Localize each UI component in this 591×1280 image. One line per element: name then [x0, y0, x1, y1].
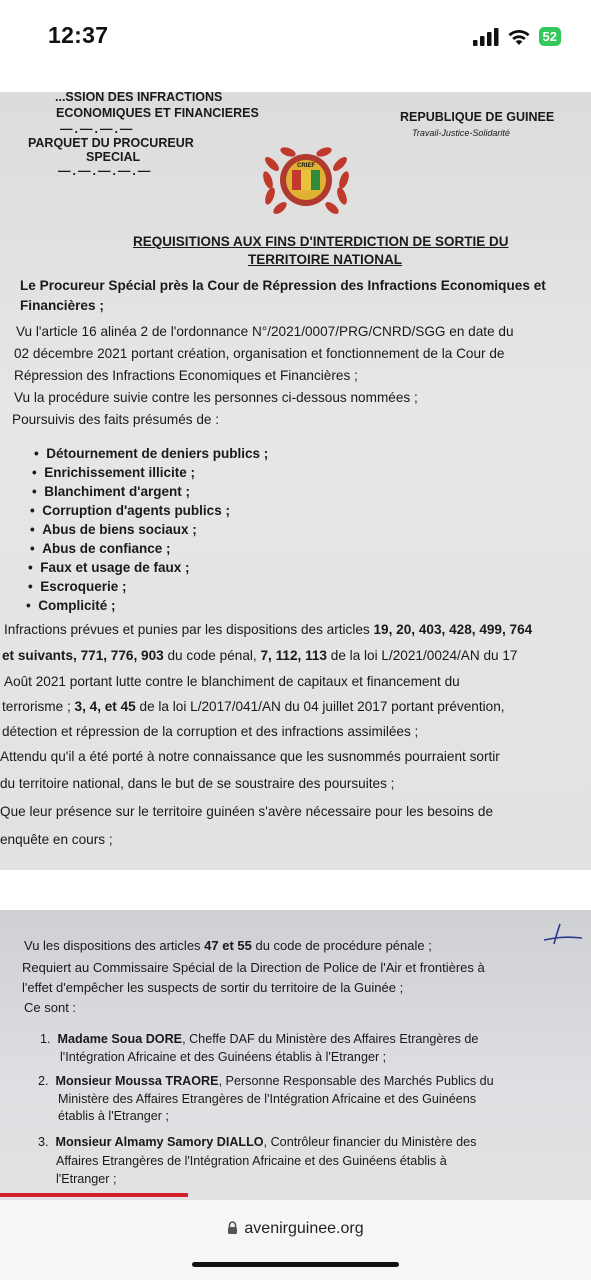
document-scan-page-2	[0, 910, 591, 1200]
charge-item: • Corruption d'agents publics ;	[30, 503, 230, 518]
person-2-line3: établis à l'Etranger ;	[58, 1109, 169, 1123]
url-display[interactable]	[0, 1220, 591, 1238]
charge-item: • Enrichissement illicite ;	[32, 465, 196, 480]
header-left-line3: PARQUET DU PROCUREUR	[28, 136, 194, 150]
person-1-line1: 1. Madame Soua DORE, Cheffe DAF du Ministère des Affaires Etrangères de	[40, 1032, 479, 1046]
infractions-line5: détection et répression de la corruption et des infractions assimilées ;	[2, 724, 419, 739]
charge-item: • Escroquerie ;	[28, 579, 127, 594]
person-2-line2: Ministère des Affaires Etrangères de l'Intégration Africaine et des Guinéens	[58, 1092, 477, 1106]
p2-requiert-line1: Requiert au Commissaire Spécial de la Direction de Police de l'Air et frontières à	[22, 960, 485, 975]
header-left-line1: ...SSION DES INFRACTIONS	[55, 92, 223, 104]
infractions-line3: Août 2021 portant lutte contre le blanchiment de capitaux et financement du	[4, 674, 460, 689]
lock-icon	[227, 1221, 238, 1234]
signal-icon	[473, 28, 499, 46]
charge-item: • Blanchiment d'argent ;	[32, 484, 190, 499]
vu-article-line2: 02 décembre 2021 portant création, organisation et fonctionnement de la Cour de	[14, 346, 505, 361]
infractions-line1: Infractions prévues et punies par les dispositions des articles 19, 20, 403, 428, 499, 764	[4, 622, 533, 637]
p2-vu-dispositions: Vu les dispositions des articles 47 et 55 du code de procédure pénale ;	[24, 938, 432, 953]
p2-requiert-line2: l'effet d'empêcher les suspects de sortir du territoire de la Guinée ;	[22, 980, 404, 995]
intro-line1: Le Procureur Spécial près la Cour de Répression des Infractions Economiques et	[20, 278, 546, 293]
vu-article-line1: Vu l'article 16 alinéa 2 de l'ordonnance N°/2021/0007/PRG/CNRD/SGG en date du	[16, 324, 514, 339]
que-line2: enquête en cours ;	[0, 832, 113, 847]
battery-indicator: 52	[539, 27, 561, 46]
crief-seal-emblem	[258, 140, 354, 220]
intro-line2: Financières ;	[20, 298, 104, 313]
poursuivis-line: Poursuivis des faits présumés de :	[12, 412, 220, 427]
seal-label: CRIEF	[297, 163, 315, 169]
status-icons	[473, 27, 561, 46]
attendu-line1: Attendu qu'il a été porté à notre connaissance que les susnommés pourraient sortir	[0, 749, 500, 764]
person-3-line1: 3. Monsieur Almamy Samory DIALLO, Contrôleur financier du Ministère des	[38, 1135, 477, 1149]
charge-item: • Complicité ;	[26, 598, 116, 613]
header-left-line2: ECONOMIQUES ET FINANCIERES	[56, 106, 259, 120]
person-1-line2: l'Intégration Africaine et des Guinéens établis à l'Etranger ;	[60, 1050, 387, 1064]
charge-item: • Abus de confiance ;	[30, 541, 171, 556]
header-left-line4: SPECIAL	[86, 150, 141, 164]
header-right-motto: Travail-Justice-Solidarité	[412, 128, 510, 138]
home-indicator[interactable]	[192, 1262, 399, 1267]
infractions-line2: et suivants, 771, 776, 903 du code pénal, 7, 112, 113 de la loi L/2021/0024/AN du 17	[2, 648, 518, 663]
header-divider-2: —.—.—.—.—	[58, 164, 153, 178]
infractions-line4: terrorisme ; 3, 4, et 45 de la loi L/2017/041/AN du 04 juillet 2017 portant prévention,	[2, 699, 505, 714]
charge-item: • Faux et usage de faux ;	[28, 560, 190, 575]
status-bar	[0, 0, 591, 80]
header-divider: —.—.—.—	[60, 122, 135, 136]
que-line1: Que leur présence sur le territoire guinéen s'avère nécessaire pour les besoins de	[0, 804, 493, 819]
vu-article-line3: Répression des Infractions Economiques et Financières ;	[14, 368, 358, 383]
person-2-line1: 2. Monsieur Moussa TRAORE, Personne Responsable des Marchés Publics du	[38, 1074, 494, 1088]
wifi-icon	[507, 28, 531, 46]
doc-title-line1: REQUISITIONS AUX FINS D'INTERDICTION DE SORTIE DU	[133, 234, 509, 249]
document-scan-page-1	[0, 92, 591, 870]
doc-title-line2: TERRITOIRE NATIONAL	[248, 252, 402, 267]
status-time: 12:37	[48, 22, 109, 48]
p2-ce-sont: Ce sont :	[24, 1000, 77, 1015]
browser-address-bar[interactable]	[0, 1200, 591, 1280]
url-text: avenirguinee.org	[244, 1220, 364, 1237]
person-3-line2: Affaires Etrangères de l'Intégration Africaine et des Guinéens établis à	[56, 1154, 447, 1168]
page-load-progress-bar	[0, 1193, 188, 1197]
attendu-line2: du territoire national, dans le but de se soustraire des poursuites ;	[0, 776, 395, 791]
person-3-line3: l'Etranger ;	[56, 1172, 117, 1186]
header-right-country: REPUBLIQUE DE GUINEE	[400, 110, 555, 124]
charge-item: • Abus de biens sociaux ;	[30, 522, 197, 537]
signature-mark	[540, 920, 586, 946]
charge-item: • Détournement de deniers publics ;	[34, 446, 269, 461]
vu-procedure: Vu la procédure suivie contre les personnes ci-dessous nommées ;	[14, 390, 418, 405]
